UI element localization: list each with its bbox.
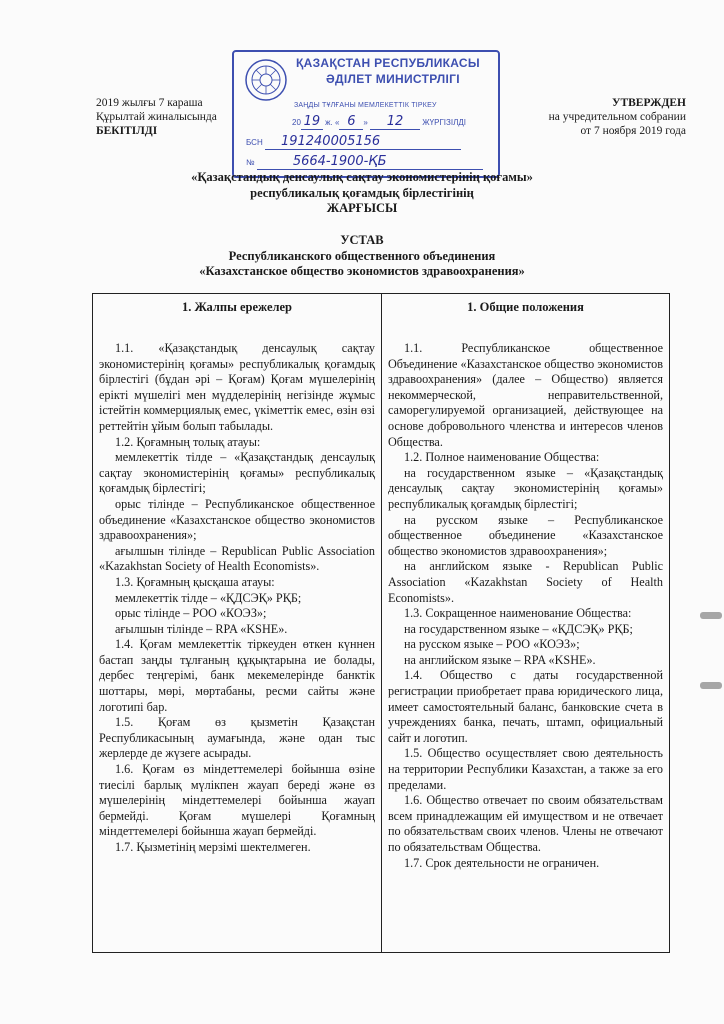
stamp-line-1: ҚАЗАҚСТАН РЕСПУБЛИКАСЫ xyxy=(296,56,480,70)
kz-section-heading: 1. Жалпы ережелер xyxy=(181,300,293,314)
ru-paragraph: на русском языке – Республиканское общественное объединение «Казахстанское общество экономистов здравоохранения»; xyxy=(388,512,663,558)
ru-section-heading: 1. Общие положения xyxy=(467,300,584,314)
title-ru-line-1: УСТАВ xyxy=(340,233,384,247)
staple-mark xyxy=(700,682,722,689)
approval-kz-meeting: Құрылтай жиналысында xyxy=(96,111,217,123)
kz-paragraph: 1.3. Қоғамның қысқаша атауы: xyxy=(115,574,275,589)
registration-stamp xyxy=(232,50,500,178)
kz-paragraph: 1.5. Қоғам өз қызметін Қазақстан Республикасының аумағында, және одан тыс жерлерде де жүзеге асырады. xyxy=(99,715,375,761)
stamp-line-3: ЗАҢДЫ ТҰЛҒАНЫ МЕМЛЕКЕТТІК ТІРКЕУ xyxy=(294,102,437,109)
kz-paragraph: ағылшын тілінде – RPA «KSHE». xyxy=(115,621,288,636)
stamp-year: 19 xyxy=(301,114,323,130)
kz-paragraph: мемлекеттік тілде – «ҚДСЭҚ» РҚБ; xyxy=(115,590,302,605)
stamp-date-row: 20 19 ж. « 6 » 12 ЖҮРГІЗІЛДІ xyxy=(292,114,466,129)
kz-section-body xyxy=(99,341,375,856)
kz-paragraph: орыс тілінде – РОО «КОЭЗ»; xyxy=(115,606,267,621)
ru-column xyxy=(381,294,669,952)
kz-paragraph: орыс тілінде – Республиканское общественное объединение «Казахстанское общество экономистов здравоохранения»; xyxy=(99,496,375,543)
title-ru xyxy=(0,233,724,280)
ru-paragraph: 1.3. Сокращенное наименование Общества: xyxy=(404,606,632,621)
approval-kz-date: 2019 жылғы 7 караша xyxy=(96,97,203,109)
approval-ru-meeting: на учредительном собрании xyxy=(548,111,686,123)
bilingual-table xyxy=(92,293,670,953)
ru-paragraph: 1.7. Срок деятельности не ограничен. xyxy=(404,855,600,870)
approval-kz xyxy=(96,96,217,138)
kz-paragraph: 1.7. Қызметінің мерзімі шектелмеген. xyxy=(115,840,311,854)
title-kz-line-3: ЖАРҒЫСЫ xyxy=(326,201,398,215)
kz-paragraph: 1.2. Қоғамның толық атауы: xyxy=(115,434,261,449)
kz-paragraph: ағылшын тілінде – Republican Public Association «Kazakhstan Society of Health Economists». xyxy=(99,543,375,574)
stamp-number-value: 5664-1900-ҚБ xyxy=(257,154,483,170)
state-emblem-icon xyxy=(244,58,288,102)
approval-ru xyxy=(549,96,686,138)
kz-paragraph: мемлекеттік тілде – «Қазақстандық денсаулық сақтау экономистерінің қоғамы» республикалық қоғамдық бірлестігі; xyxy=(99,450,375,496)
staple-mark xyxy=(700,612,722,619)
title-ru-line-3: «Казахстанское общество экономистов здравоохранения» xyxy=(199,264,525,278)
stamp-date-prefix: 20 xyxy=(292,118,301,127)
stamp-bsn-label: БСН xyxy=(246,138,263,147)
ru-paragraph: на английском языке – RPA «KSHE». xyxy=(404,652,596,667)
kz-column xyxy=(93,294,381,952)
stamp-date-suffix: ЖҮРГІЗІЛДІ xyxy=(422,118,466,127)
stamp-year-suffix: ж. xyxy=(325,118,333,127)
ru-paragraph: на английском языке - Republican Public Association «Kazakhstan Society of Health Economists». xyxy=(388,559,663,605)
stamp-line-2: ӘДІЛЕТ МИНИСТРЛІГІ xyxy=(326,72,460,86)
ru-paragraph: на государственном языке – «Қазақстандық денсаулық сақтау экономистерінің қоғамы» республикалық қоғамдық бірлестігі; xyxy=(388,465,663,511)
ru-paragraph: 1.6. Общество отвечает по своим обязательствам всем принадлежащим ей имуществом и не отвечает по обязательствам своих членов. Члены не отвечают по обязательствам Общества. xyxy=(388,793,663,854)
ru-paragraph: на государственном языке – «ҚДСЭҚ» РҚБ; xyxy=(404,621,633,636)
ru-section-body xyxy=(388,341,663,871)
ru-paragraph: 1.5. Общество осуществляет свою деятельность на территории Республики Казахстан, а также за его пределами. xyxy=(388,746,663,792)
stamp-number-row xyxy=(246,154,483,170)
stamp-bsn-row xyxy=(246,134,461,150)
stamp-number-label: № xyxy=(246,158,255,167)
ru-paragraph: 1.4. Общество с даты государственной регистрации приобретает права юридического лица, имеет самостоятельный баланс, банковские счета в учреждениях банка, печать, штамп, официальный сайт и логотип. xyxy=(388,668,663,745)
kz-paragraph: 1.4. Қоғам мемлекеттік тіркеуден өткен күннен бастап заңды тұлғаның құқықтарына ие болады, дербес теңгерімі, банк мекемелерінде банктік шоттары, мөрі, мөртабаны, ресми сайты және логотипі бар. xyxy=(99,637,375,714)
title-ru-line-2: Республиканского общественного объединения xyxy=(228,248,496,263)
stamp-bsn-value: 191240005156 xyxy=(265,134,461,150)
title-kz-line-1: «Қазақстандық денсаулық сақтау экономистерінің қоғамы» xyxy=(191,170,533,184)
stamp-month: 12 xyxy=(370,114,420,130)
approval-ru-status: УТВЕРЖДЕН xyxy=(612,97,686,109)
ru-paragraph: 1.1. Республиканское общественное Объединение «Казахстанское общество экономистов здравоохранения» (далее – Общество) является некоммерческой, неправительственной, саморегулируемой организацией, действующее на основе добровольного членства и интересов членов Общества. xyxy=(388,341,663,449)
ru-paragraph: 1.2. Полное наименование Общества: xyxy=(404,450,600,465)
title-kz xyxy=(0,170,724,217)
title-kz-line-2: республикалық қоғамдық бірлестігінің xyxy=(250,185,474,200)
approval-kz-status: БЕКІТІЛДІ xyxy=(96,125,158,137)
kz-paragraph: 1.6. Қоғам өз міндеттемелері бойынша өзіне тиесілі барлық мүлікпен жауап береді және өз мүшелерінің міндеттемелері бойынша жауап бермейді. Қоғам мүшелері Қоғамның міндеттемелері бойынша жауап бермейді. xyxy=(99,762,375,839)
ru-paragraph: на русском языке – РОО «КОЭЗ»; xyxy=(404,637,580,652)
stamp-day: 6 xyxy=(339,114,363,130)
approval-ru-date: от 7 ноября 2019 года xyxy=(580,125,686,137)
kz-paragraph: 1.1. «Қазақстандық денсаулық сақтау экономистерінің қоғамы» республикалық қоғамдық бірлестігі (бұдан әрі – Қоғам) Қоғам мүшелерінің ерікті мүшелігі мен мүдделерінің негізінде жұмыс істейтін коммерциялық емес, үкіметтік емес, өзін өзі реттейтін ұйым болып табылады. xyxy=(99,341,375,433)
